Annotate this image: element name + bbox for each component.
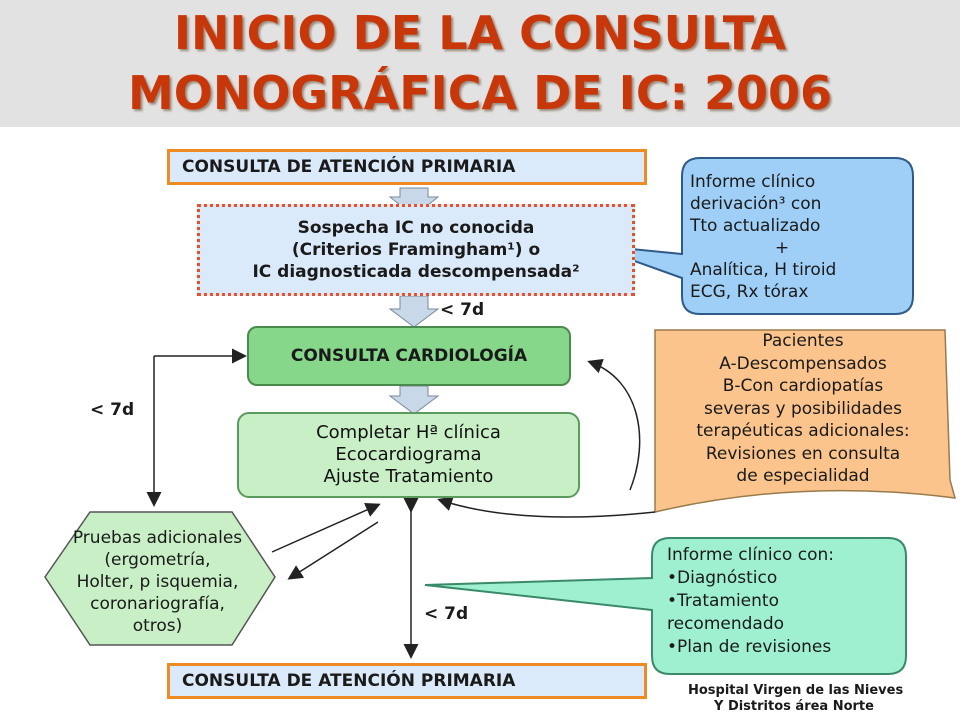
informe-final-line-3: •Tratamiento [667, 591, 779, 611]
historia-line-1: Completar Hª clínica [316, 422, 501, 443]
informe-final-line-1: Informe clínico con: [667, 545, 834, 565]
sospecha-ic-box [197, 204, 635, 296]
block-arrow-2 [390, 296, 438, 327]
pacientes-line-4: severas y posibilidades [703, 398, 902, 419]
sospecha-line-2: (Criterios Framingham¹) o [291, 240, 541, 260]
atencion-primaria-top-box: CONSULTA DE ATENCIÓN PRIMARIA [167, 149, 647, 185]
pruebas-text [45, 527, 270, 637]
pruebas-line-4: coronariografía, [90, 594, 225, 614]
pruebas-line-2: (ergometría, [104, 550, 211, 570]
pacientes-line-3: B-Con cardiopatías [722, 376, 884, 396]
pacientes-line-6: Revisiones en consulta [705, 443, 901, 464]
historia-line-2: Ecocardiograma [335, 444, 482, 465]
footer-line-2: Y Distritos área Norte [714, 699, 874, 714]
consulta-cardiologia-box: CONSULTA CARDIOLOGÍA [247, 326, 571, 386]
sospecha-line-3: IC diagnosticada descompensada² [252, 262, 580, 282]
label-lt7d-bottom: < 7d [424, 604, 469, 624]
page-title-line1: INICIO DE LA CONSULTA [173, 6, 787, 60]
informe-derivacion-line-4: + [774, 238, 790, 258]
pacientes-text [660, 330, 946, 488]
arrow-curve-to-cardio [590, 362, 640, 490]
pruebas-line-1: Pruebas adicionales [72, 528, 243, 548]
footer-hospital [688, 683, 903, 715]
block-arrow-3 [390, 386, 438, 414]
sospecha-line-1: Sospecha IC no conocida [297, 218, 535, 238]
historia-line-3: Ajuste Tratamiento [323, 466, 494, 487]
pruebas-line-5: otros) [132, 616, 183, 636]
informe-derivacion-line-6: ECG, Rx tórax [690, 282, 809, 302]
informe-derivacion-line-5: Analítica, H tiroid [690, 260, 837, 280]
arrow-to-hex [290, 522, 378, 578]
pacientes-line-1: Pacientes [762, 331, 844, 351]
label-lt7d-left: < 7d [90, 400, 135, 420]
pacientes-line-5: terapéuticas adicionales: [696, 421, 910, 441]
informe-derivacion-line-2: derivación³ con [690, 194, 822, 214]
informe-final-line-4: recomendado [667, 614, 785, 634]
informe-derivacion-line-1: Informe clínico [690, 172, 816, 192]
pacientes-line-7: de especialidad [736, 466, 870, 486]
informe-final-line-2: •Diagnóstico [667, 568, 778, 588]
page-title-line2: MONOGRÁFICA DE IC: 2006 [127, 66, 833, 120]
informe-derivacion-line-3: Tto actualizado [690, 216, 821, 236]
historia-clinica-box [237, 412, 580, 498]
arrow-hex-to-tto [272, 505, 378, 552]
footer-line-1: Hospital Virgen de las Nieves [688, 683, 904, 698]
informe-derivacion-text [690, 171, 914, 303]
arrow-pacientes-to-tto [440, 500, 655, 517]
informe-final-line-5: •Plan de revisiones [667, 637, 832, 657]
atencion-primaria-bottom-box: CONSULTA DE ATENCIÓN PRIMARIA [167, 663, 647, 699]
pacientes-line-2: A-Descompensados [719, 353, 887, 374]
informe-final-text [667, 544, 897, 659]
pruebas-line-3: Holter, p isquemia, [76, 572, 239, 592]
label-lt7d-top: < 7d [440, 300, 485, 320]
